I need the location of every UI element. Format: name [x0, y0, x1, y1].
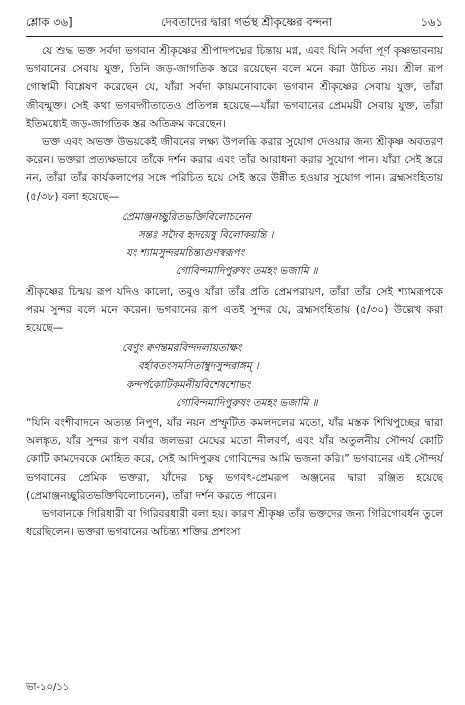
verse-line: বেণুং ক্বণন্তমরবিন্দদলায়তাক্ষং: [122, 342, 242, 355]
verse-line: প্রেমাঞ্জনচ্ছুরিতভক্তিবিলোচনেন: [122, 210, 251, 223]
running-header: [26, 14, 443, 34]
verse-line: গোবিন্দমাদিপুরুষং তমহং ভজামি ॥: [176, 265, 318, 278]
paragraph-5: ভগবানকে গিরিধারী বা গিরিবরধারী বলা হয়। কারণ শ্রীকৃষ্ণ তাঁর ভক্তদের জন্য গিরিগোবর্ধন তুলে ধরেছিলেন। ভক্তরা ভগবানের অচিন্ত্য শক্তির প্রশংসা: [26, 508, 443, 539]
sanskrit-verse-2: [26, 339, 443, 412]
paragraph-3: শ্রীকৃষ্ণের চিন্ময় রূপ যদিও কালো, তবুও যাঁরা তাঁর প্রতি প্রেমপরায়ণ, তাঁরা তাঁর সেই শ্যামরূপকে পরম সুন্দর বলে মনে করেন। ভগবানের রূপ এতই সুন্দর যে, ব্রহ্মসংহিতায় (৫/৩০) উল্লেখ করা হয়েছে—: [26, 285, 443, 335]
paragraph-4: “যিনি বংশীবাদনে অত্যন্ত নিপুণ, যাঁর নয়ন প্রস্ফুটিত কমলদলের মতো, যাঁর মস্তক শিখিপুচ্ছের দ্বারা অলঙ্কৃত, যাঁর সুন্দর রূপ বর্ষার জলভরা মেঘের মতো নীলবর্ণ, এবং যাঁর অতুলনীয় সৌন্দর্য কোটি কোটি কামদেবকে মোহিত করে, সেই আদিপুরুষ গোবিন্দের আমি ভজনা করি।” ভগবানের এই সৌন্দর্য ভগবানের প্রেমিক ভক্তরা, যাঁদের চক্ষু ভগবৎ-প্রেমরূপ অঞ্জনের দ্বারা রঞ্জিত হয়েছে (প্রেমাঞ্জনচ্ছুরিতভক্তিবিলোচনেন), তাঁরা দর্শন করতে পারেন।: [26, 417, 443, 502]
header-rule: [26, 36, 443, 37]
header-chapter-title: দেবতাদের দ্বারা গর্ভস্থ শ্রীকৃষ্ণের বন্দনা: [161, 15, 333, 29]
verse-line: বর্হাবতংসমসিতাম্বুদসুন্দরাঙ্গম্ ।: [138, 360, 259, 373]
paragraph-1: যে শুদ্ধ ভক্ত সর্বদা ভগবান শ্রীকৃষ্ণের শ্রীপাদপদ্মের চিন্তায় মগ্ন, এবং যিনি সর্বদা পূর্ণ কৃষ্ণভাবনায় ভগবানের সেবায় যুক্ত, তিনি জড়-জাগতিক স্তরে রয়েছেন বলে মনে করা উচিত নয়। শ্রীল রূপ গোস্বামী বিশ্লেষণ করেছেন যে, যাঁরা সর্বদা কায়মনোবাক্যে ভগবান শ্রীকৃষ্ণের সেবায় যুক্ত, তাঁরা জীবন্মুক্ত। সেই কথা ভগবদ্গীতাতেও প্রতিপন্ন হয়েছে—যাঁরা ভগবানের প্রেমময়ী সেবায় যুক্ত, তাঁরা ইতিমধ্যেই জড়-জাগতিক স্তর অতিক্রম করেছেন।: [26, 45, 443, 130]
verse-line: যং শ্যামসুন্দরমচিন্ত্যগুণস্বরূপং: [126, 247, 245, 260]
paragraph-2: ভক্ত এবং অভক্ত উভয়কেই জীবনের লক্ষ্য উপলব্ধি করার সুযোগ দেওয়ার জন্য শ্রীকৃষ্ণ অবতরণ করেন। ভক্তরা প্রত্যক্ষভাবে তাঁকে দর্শন করার এবং তাঁর আরাধনা করার সুযোগ পান। যাঁরা সেই স্তরে নন, তাঁরা তাঁর কার্যকলাপের সঙ্গে পরিচিত হয়ে সেই স্তরে উন্নীত হওয়ার সুযোগ পান। ব্রহ্মসংহিতায় (৫/৩৮) বলা হয়েছে—: [26, 136, 443, 203]
verse-line: সন্তঃ সদৈব হৃদয়েষু বিলোকয়ন্তি ।: [138, 229, 274, 242]
page-number: ১৬১: [420, 15, 443, 29]
page-body: [26, 42, 443, 541]
header-verse-ref: শ্লোক ৩৬]: [26, 15, 73, 29]
page-footer-signature: ভা-১০/১১: [26, 682, 70, 693]
verse-line: কন্দর্পকোটিকমনীয়বিশেষশোভং: [126, 378, 251, 391]
sanskrit-verse-1: [26, 208, 443, 281]
verse-line: গোবিন্দমাদিপুরুষং তমহং ভজামি ॥: [176, 396, 318, 409]
